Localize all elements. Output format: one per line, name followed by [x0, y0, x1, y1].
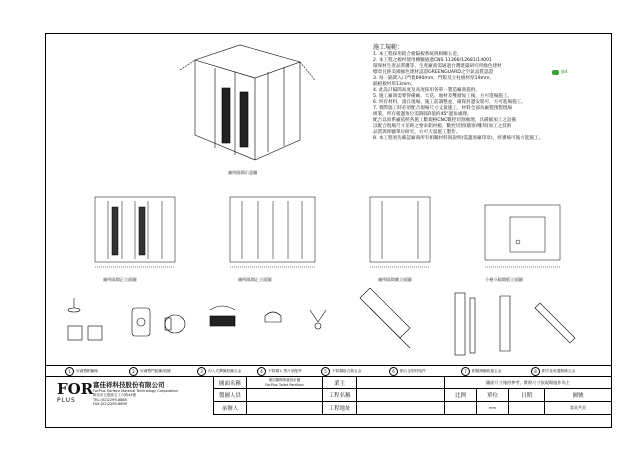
accessory-item: 1 可調整鋁腳座: [65, 367, 98, 376]
accessory-item: 8 鋁天花收邊鋁條五金: [531, 367, 575, 376]
drafter-label: 製圖人員: [213, 389, 247, 402]
approver-value: [247, 402, 323, 415]
isometric-drawing: [170, 40, 330, 170]
drawing-name-value: 衛浴隔間系統設計圖 ForPlus Toilet Partition: [247, 377, 323, 389]
caption-front-a: 廁所隔間正立面圖: [103, 277, 137, 282]
note-line: 1. 本工程採用鋁合板隔板系統與相關五金。: [373, 52, 462, 57]
leaf-icon: [552, 70, 559, 75]
note-line: 標章且經美國綠色建材認證GREENGUARD之空氣品質認證: [373, 70, 494, 75]
unit-value: mm: [477, 402, 509, 415]
note-line: 品質與經驗單位研究，方可大量施工製作。: [373, 130, 461, 135]
title-block: [45, 376, 612, 429]
hardware-drawings: [60, 288, 600, 363]
accessory-item: 7 鋁製踢腳收邊五金: [461, 367, 502, 376]
forplus-logo: FOR PLUS: [57, 380, 94, 404]
date-value: [509, 402, 545, 415]
note-line: 5. 施工廠商需要得備廠、天花、地材及雙層加工後，方可進場施工。: [373, 94, 513, 99]
accessory-item: 3 內入式彈簧鉸鍊五金: [197, 367, 241, 376]
scale-value: [445, 402, 477, 415]
accessory-item: 2 可調整門鉸鍊/鉸鏈: [129, 367, 171, 376]
notes-title: 施工規範：: [373, 44, 404, 51]
caption-iso: 廁所隔間示意圖: [228, 170, 258, 175]
remark: 圖面尺寸僅供參考，實際尺寸依現場施作為主: [445, 377, 612, 389]
project-name-value: [357, 389, 445, 402]
note-line: 8. 本工程須先確認廠商所有相關材料與說明(需蓋原廠印章)，經審核可後方能施工。: [373, 136, 544, 141]
note-line: 6. 所有材料，請在現場、施工前調整並，確保封邊安裝可，方可進場施工。: [373, 100, 526, 105]
caption-front-b: 廁所隔間正立面圖: [238, 277, 272, 282]
note-line: 環保材生產品質優等，生產廠商需通過台灣建築研究所綠色建材: [373, 64, 502, 69]
greenguard-mark: [552, 69, 568, 75]
green-label: 綠4: [561, 69, 568, 74]
note-line: 以配合現場尺寸差距之要求鋁材板，數控切割(鐳射/雕刻)加工之技術: [373, 124, 512, 129]
note-line: 組裝，所有板邊角位需圓弧R值約45°邊角處理。: [373, 112, 472, 117]
company-block: 富佳祥科技股份有限公司 ForPlus Surface Material Technology Corporation 新北市五股區五工六路44號 TEL:(02)2299-8888 FAX:(02)2299-8899: [93, 381, 178, 406]
date-label: 日期: [509, 389, 545, 402]
note-line: 4. 此設計隔間高度及高度採用各單一製造廠商提供。: [373, 88, 480, 93]
sheet-label: 圖號: [545, 389, 612, 402]
caption-urinal: 小便斗隔間板立面圖: [485, 277, 523, 282]
project-name-label: 工程名稱: [323, 389, 357, 402]
note-line: 配合以原系廠依照各施工數規格CNC數控切割處理，具備細加工之設備: [373, 118, 517, 123]
owner-label: 業主: [323, 377, 357, 389]
drafter-value: [247, 389, 323, 402]
page-count: 第頁共頁: [545, 402, 612, 415]
project-addr-value: [357, 402, 445, 415]
elevation-drawings: [90, 187, 580, 272]
drawing-name-label: 圖面名稱: [213, 377, 247, 389]
unit-label: 單位: [477, 389, 509, 402]
owner-value: [357, 377, 445, 389]
note-line: 7. 實際施工時必須配合現場尺寸丈量施工，材料全部為廠製預製現場: [373, 106, 513, 111]
approver-label: 承辦人: [213, 402, 247, 415]
note-line: 2. 本工程之板材使用檢驗通過CNS 11366/12681/14001: [373, 58, 492, 63]
accessory-item: 5 不銹鋼掛衣鉤五金: [321, 367, 362, 376]
accessory-item: 6 鋁合金型材組件: [389, 367, 426, 376]
scale-label: 比例: [445, 389, 477, 402]
project-addr-label: 工程地址: [323, 402, 357, 415]
accessory-item: 4 不銹鋼 L 型片狀配件: [257, 367, 302, 376]
notes-block: [373, 52, 543, 142]
note-line: 隔板板材厚13mm。: [373, 82, 416, 87]
caption-side: 廁所隔間側立面圖: [378, 277, 412, 282]
note-line: 3. 每一隔間入口門寬690mm，門版及立柱板材厚19mm，: [373, 76, 495, 81]
